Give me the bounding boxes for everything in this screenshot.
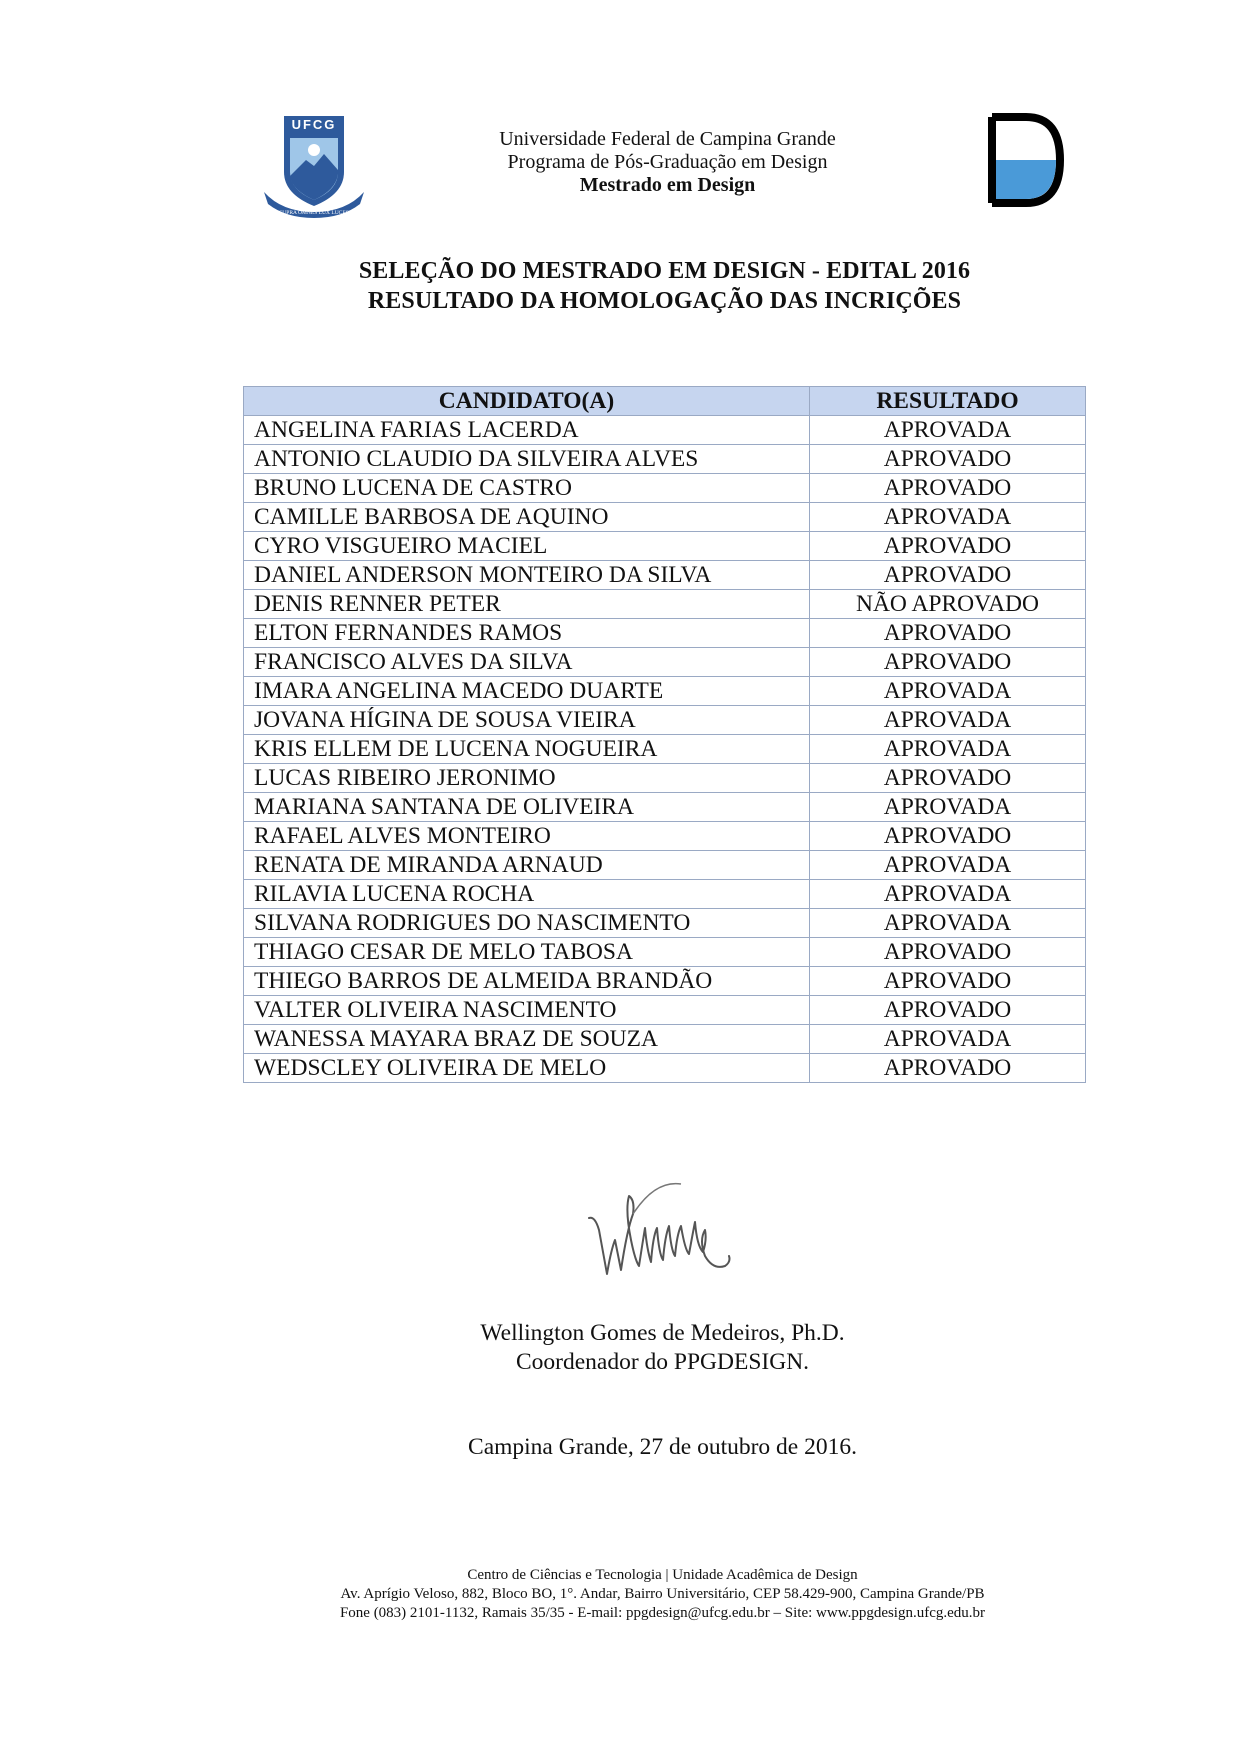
candidate-result: APROVADO [810,532,1086,561]
table-row [244,822,1086,851]
table-row [244,474,1086,503]
candidate-name: RILAVIA LUCENA ROCHA [244,880,810,909]
candidate-name: VALTER OLIVEIRA NASCIMENTO [244,996,810,1025]
candidate-name: WANESSA MAYARA BRAZ DE SOUZA [244,1025,810,1054]
signature [585,1170,735,1290]
footer-line-1: Centro de Ciências e Tecnologia | Unidade Acadêmica de Design [467,1567,858,1583]
candidate-result: APROVADA [810,793,1086,822]
table-row [244,735,1086,764]
candidate-result: APROVADO [810,648,1086,677]
table-row [244,996,1086,1025]
candidate-result: APROVADA [810,909,1086,938]
candidate-result: APROVADA [810,503,1086,532]
table-row [244,619,1086,648]
candidate-name: RENATA DE MIRANDA ARNAUD [244,851,810,880]
candidate-name: LUCAS RIBEIRO JERONIMO [244,764,810,793]
table-row [244,1054,1086,1083]
program-name: Programa de Pós-Graduação em Design [507,151,828,173]
candidate-name: MARIANA SANTANA DE OLIVEIRA [244,793,810,822]
candidate-name: THIEGO BARROS DE ALMEIDA BRANDÃO [244,967,810,996]
candidate-name: FRANCISCO ALVES DA SILVA [244,648,810,677]
candidate-result: APROVADA [810,851,1086,880]
candidate-result: APROVADO [810,938,1086,967]
candidate-result: APROVADA [810,706,1086,735]
course-name: Mestrado em Design [579,174,756,196]
candidate-result: APROVADO [810,996,1086,1025]
candidate-result: APROVADO [810,764,1086,793]
candidate-name: BRUNO LUCENA DE CASTRO [244,474,810,503]
table-row [244,706,1086,735]
title-line-1: SELEÇÃO DO MESTRADO EM DESIGN - EDITAL 2016 [358,258,971,284]
candidate-result: NÃO APROVADO [810,590,1086,619]
table-row [244,532,1086,561]
university-name: Universidade Federal de Campina Grande [499,128,836,150]
candidate-name: CYRO VISGUEIRO MACIEL [244,532,810,561]
candidate-result: APROVADA [810,880,1086,909]
candidate-result: APROVADO [810,967,1086,996]
candidate-name: IMARA ANGELINA MACEDO DUARTE [244,677,810,706]
candidate-result: APROVADO [810,474,1086,503]
table-row [244,561,1086,590]
results-table [243,386,1086,1083]
candidate-name: JOVANA HÍGINA DE SOUSA VIEIRA [244,706,810,735]
candidate-name: CAMILLE BARBOSA DE AQUINO [244,503,810,532]
candidate-result: APROVADO [810,619,1086,648]
candidate-result: APROVADA [810,677,1086,706]
candidate-name: ELTON FERNANDES RAMOS [244,619,810,648]
table-row [244,445,1086,474]
footer [43,1566,1239,1623]
candidate-name: WEDSCLEY OLIVEIRA DE MELO [244,1054,810,1083]
candidate-name: ANTONIO CLAUDIO DA SILVEIRA ALVES [244,445,810,474]
candidate-result: APROVADO [810,822,1086,851]
candidate-name: DENIS RENNER PETER [244,590,810,619]
candidate-result: APROVADO [810,445,1086,474]
candidate-result: APROVADA [810,1025,1086,1054]
table-row [244,677,1086,706]
table-row [244,793,1086,822]
candidate-name: KRIS ELLEM DE LUCENA NOGUEIRA [244,735,810,764]
candidate-result: APROVADO [810,561,1086,590]
table-row [244,503,1086,532]
candidate-name: ANGELINA FARIAS LACERDA [244,416,810,445]
header-result: RESULTADO [810,387,1086,416]
candidate-result: APROVADA [810,416,1086,445]
table-row [244,648,1086,677]
candidate-result: APROVADO [810,1054,1086,1083]
ufcg-logo-motto: SUPRA OMNES LUX LUCES [279,210,349,216]
document-title [45,256,1239,316]
candidate-name: SILVANA RODRIGUES DO NASCIMENTO [244,909,810,938]
title-line-2: RESULTADO DA HOMOLOGAÇÃO DAS INCRIÇÕES [367,288,962,314]
table-row [244,851,1086,880]
table-row [244,967,1086,996]
header-candidate: CANDIDATO(A) [244,387,810,416]
table-row [244,880,1086,909]
table-row [244,1025,1086,1054]
table-row [244,909,1086,938]
signer-block [43,1319,1239,1377]
table-row [244,764,1086,793]
signer-role: Coordenador do PPGDESIGN. [515,1349,810,1375]
footer-line-2: Av. Aprígio Veloso, 882, Bloco BO, 1°. Andar, Bairro Universitário, CEP 58.429-900, Campina Grande/PB [340,1586,985,1602]
table-row [244,590,1086,619]
signer-name: Wellington Gomes de Medeiros, Ph.D. [480,1320,845,1346]
candidate-name: RAFAEL ALVES MONTEIRO [244,822,810,851]
candidate-result: APROVADA [810,735,1086,764]
table-header-row [244,387,1086,416]
table-row [244,416,1086,445]
ufcg-logo-text: UFCG [291,117,337,132]
candidate-name: DANIEL ANDERSON MONTEIRO DA SILVA [244,561,810,590]
institution-header [48,128,1239,197]
candidate-name: THIAGO CESAR DE MELO TABOSA [244,938,810,967]
table-row [244,938,1086,967]
document-date: Campina Grande, 27 de outubro de 2016. [468,1434,857,1460]
footer-line-3: Fone (083) 2101-1132, Ramais 35/35 - E-mail: ppgdesign@ufcg.edu.br – Site: www.ppgdesign.ufcg.edu.br [339,1605,986,1621]
